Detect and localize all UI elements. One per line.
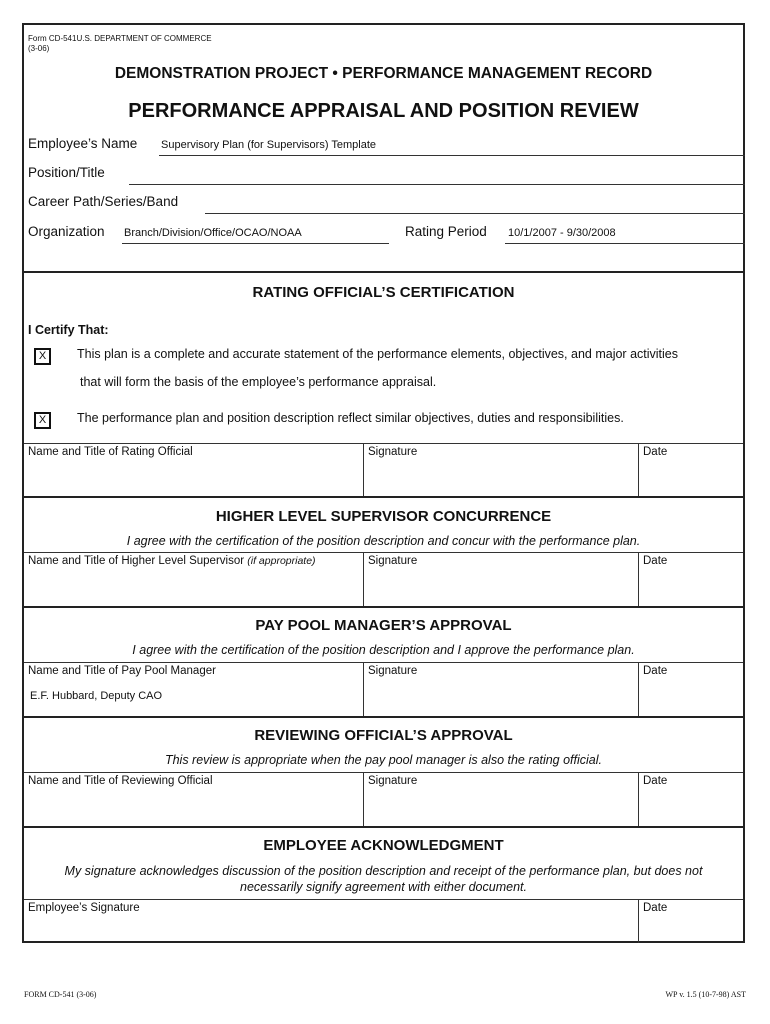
rating-official-signature-cell[interactable]: Signature	[368, 446, 418, 458]
footer-version: WP v. 1.5 (10-7-98) AST	[665, 990, 746, 999]
column-divider	[638, 662, 639, 716]
career-path-underline	[205, 213, 745, 214]
rating-official-date-cell[interactable]: Date	[643, 446, 668, 458]
higher-level-name-label: Name and Title of Higher Level Supervisor	[28, 555, 245, 567]
rating-period-underline	[505, 243, 745, 244]
divider	[24, 271, 743, 273]
reviewing-signature-cell[interactable]: Signature	[368, 775, 418, 787]
employee-name-underline	[159, 155, 745, 156]
row-divider	[24, 772, 743, 773]
column-divider	[363, 662, 364, 716]
row-divider	[24, 552, 743, 553]
employee-name-label: Employee’s Name	[28, 136, 138, 151]
certify-label: I Certify That:	[28, 323, 109, 337]
rating-official-name-cell[interactable]: Name and Title of Rating Official	[28, 446, 193, 458]
divider	[24, 606, 743, 608]
certify-checkbox-2[interactable]: X	[34, 412, 51, 429]
certify-item-2: The performance plan and position description reflect similar objectives, duties and responsibilities.	[77, 411, 624, 425]
pay-pool-name-cell[interactable]: Name and Title of Pay Pool Manager	[28, 665, 216, 677]
higher-level-statement: I agree with the certification of the position description and concur with the performance plan.	[126, 534, 641, 548]
pay-pool-statement: I agree with the certification of the position description and I approve the performance plan.	[132, 643, 635, 657]
column-divider	[363, 772, 364, 826]
reviewing-name-cell[interactable]: Name and Title of Reviewing Official	[28, 775, 213, 787]
certify-item-1-line-1: This plan is a complete and accurate statement of the performance elements, objectives, and major activities	[77, 347, 678, 361]
row-divider	[24, 443, 743, 444]
reviewing-date-cell[interactable]: Date	[643, 775, 668, 787]
row-divider	[24, 662, 743, 663]
employee-ack-statement-line-2: necessarily signify agreement with either document.	[240, 880, 527, 894]
higher-level-title: HIGHER LEVEL SUPERVISOR CONCURRENCE	[215, 508, 552, 525]
higher-level-name-cell[interactable]	[28, 555, 316, 567]
employee-name-value[interactable]: Supervisory Plan (for Supervisors) Template	[161, 139, 376, 151]
column-divider	[363, 552, 364, 606]
organization-label: Organization	[28, 224, 105, 239]
certify-item-1-line-2: that will form the basis of the employee’s performance appraisal.	[80, 375, 437, 389]
higher-level-date-cell[interactable]: Date	[643, 555, 668, 567]
career-path-label: Career Path/Series/Band	[28, 194, 179, 209]
form-revision: (3-06)	[28, 44, 50, 53]
column-divider	[638, 552, 639, 606]
page-title: PERFORMANCE APPRAISAL AND POSITION REVIEW	[128, 100, 639, 122]
pay-pool-name-value: E.F. Hubbard, Deputy CAO	[30, 690, 163, 702]
appraisal-form	[22, 23, 745, 943]
column-divider	[638, 443, 639, 496]
column-divider	[363, 443, 364, 496]
organization-value[interactable]: Branch/Division/Office/OCAO/NOAA	[124, 227, 302, 239]
organization-underline	[122, 243, 389, 244]
pay-pool-title: PAY POOL MANAGER’S APPROVAL	[255, 617, 512, 634]
divider	[24, 716, 743, 718]
pay-pool-date-cell[interactable]: Date	[643, 665, 668, 677]
demo-project-title: DEMONSTRATION PROJECT • PERFORMANCE MANAGEMENT RECORD	[114, 65, 653, 82]
rating-period-value[interactable]: 10/1/2007 - 9/30/2008	[508, 227, 616, 239]
employee-date-cell[interactable]: Date	[643, 902, 668, 914]
divider	[24, 496, 743, 498]
footer-form-id: FORM CD-541 (3-06)	[24, 990, 97, 999]
position-title-label: Position/Title	[28, 165, 105, 180]
rating-period-label: Rating Period	[405, 224, 487, 239]
row-divider	[24, 899, 743, 900]
rating-cert-title: RATING OFFICIAL’S CERTIFICATION	[252, 284, 515, 301]
divider	[24, 826, 743, 828]
certify-checkbox-1[interactable]: X	[34, 348, 51, 365]
higher-level-name-note: (if appropriate)	[247, 555, 316, 567]
employee-ack-statement-line-1: My signature acknowledges discussion of the position description and receipt of the performance plan, but does not	[64, 864, 703, 878]
pay-pool-signature-cell[interactable]: Signature	[368, 665, 418, 677]
column-divider	[638, 772, 639, 826]
column-divider	[638, 899, 639, 943]
position-title-underline	[129, 184, 745, 185]
form-id: Form CD-541U.S. DEPARTMENT OF COMMERCE	[28, 34, 212, 43]
higher-level-signature-cell[interactable]: Signature	[368, 555, 418, 567]
employee-signature-cell[interactable]: Employee’s Signature	[28, 902, 140, 914]
reviewing-statement: This review is appropriate when the pay pool manager is also the rating official.	[164, 753, 603, 767]
reviewing-title: REVIEWING OFFICIAL’S APPROVAL	[254, 727, 513, 744]
employee-ack-title: EMPLOYEE ACKNOWLEDGMENT	[263, 837, 504, 854]
